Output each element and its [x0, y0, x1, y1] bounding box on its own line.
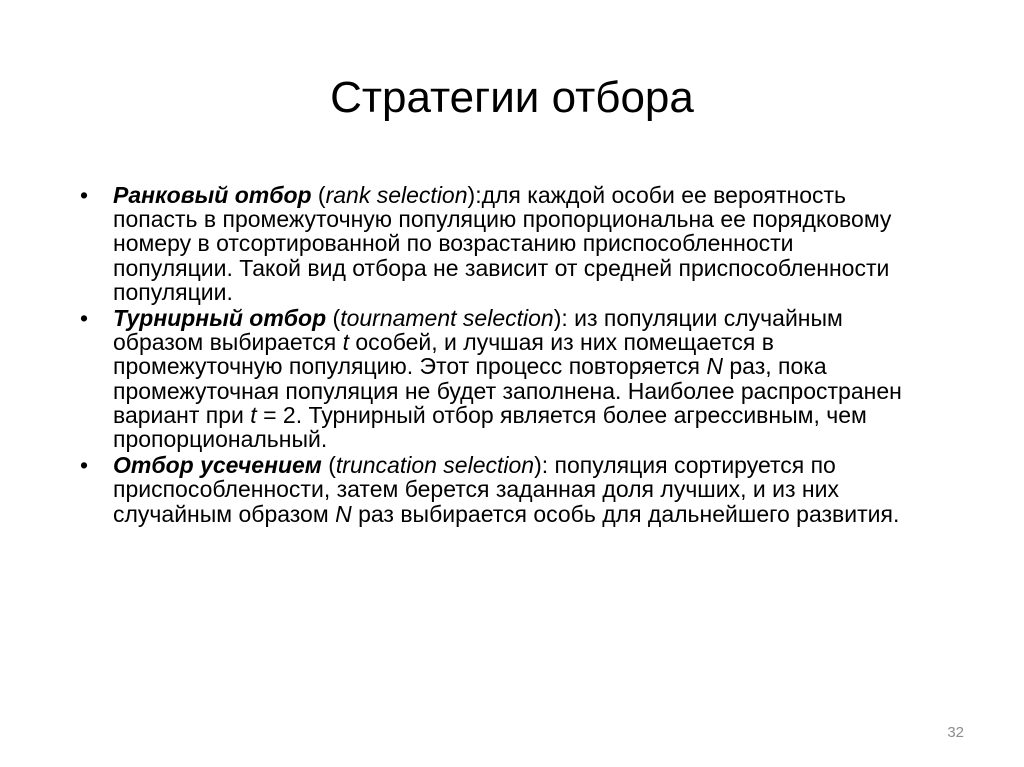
bullet-dot-icon: • [80, 452, 89, 479]
bullet-item [80, 183, 960, 304]
italic-term: t [342, 329, 349, 356]
text-line [113, 403, 960, 427]
text-segment: особей, и лучшая из них помещается в [348, 329, 774, 356]
text-line [113, 280, 960, 304]
bullet-dot-icon: • [80, 305, 89, 332]
text-segment: = 2. Турнирный отбор является более агрессивным, чем [256, 401, 867, 428]
text-line [113, 354, 960, 378]
italic-term: N [706, 353, 723, 380]
text-line [113, 477, 960, 501]
text-line [113, 183, 960, 207]
text-segment: раз, пока [722, 353, 827, 380]
text-segment: ( [321, 452, 336, 479]
text-line [113, 256, 960, 280]
text-line [113, 231, 960, 255]
text-line [113, 330, 960, 354]
bullet-dot-icon: • [80, 182, 89, 208]
text-segment: приспособленности, затем берется заданная доля лучших, и из них [113, 476, 839, 503]
text-segment: ):для каждой особи ее вероятность [467, 182, 847, 208]
text-line [113, 379, 960, 403]
text-segment: ( [311, 182, 326, 208]
term-heading: Ранковый отбор [113, 182, 312, 208]
text-segment: попасть в промежуточную популяцию пропорциональна ее порядковому [113, 206, 892, 233]
bullet-list [80, 183, 960, 528]
italic-term: truncation selection [335, 452, 535, 479]
text-segment: промежуточная популяция не будет заполнена. Наиболее распространен [113, 377, 902, 404]
italic-term: rank selection [325, 182, 468, 208]
text-segment: образом выбирается [113, 329, 343, 356]
bullet-item [80, 453, 960, 526]
text-segment: случайным образом [113, 500, 336, 527]
page-number: 32 [947, 724, 964, 741]
text-line [113, 207, 960, 231]
term-heading: Отбор усечением [113, 452, 322, 479]
text-segment: номеру в отсортированной по возрастанию приспособленности [113, 230, 794, 257]
italic-term: tournament selection [340, 305, 554, 332]
text-line [113, 306, 960, 330]
text-line [113, 427, 960, 451]
bullet-item [80, 306, 960, 451]
term-heading: Турнирный отбор [113, 305, 327, 332]
text-segment: ( [326, 305, 341, 332]
text-segment: раз выбирается особь для дальнейшего развития. [351, 500, 900, 527]
text-segment: ): популяция сортируется по [534, 452, 836, 479]
text-segment: пропорциональный. [113, 426, 328, 453]
text-segment: популяции. Такой вид отбора не зависит от средней приспособленности [113, 254, 890, 281]
text-segment: ): из популяции случайным [553, 305, 843, 332]
italic-term: t [250, 401, 257, 428]
text-line [113, 453, 960, 477]
italic-term: N [335, 500, 352, 527]
text-segment: вариант при [113, 401, 251, 428]
slide-title: Стратегии отбора [330, 73, 694, 122]
text-line [113, 502, 960, 526]
text-segment: популяции. [113, 278, 233, 305]
text-segment: промежуточную популяцию. Этот процесс повторяется [113, 353, 707, 380]
